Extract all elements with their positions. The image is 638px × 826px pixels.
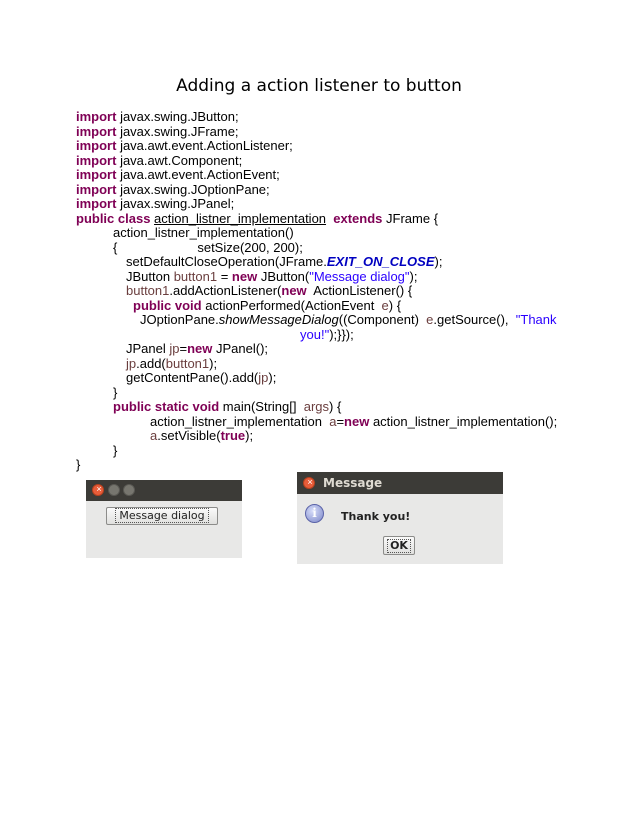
message-dialog-button-label: Message dialog [115, 508, 208, 523]
code-text: action_listner_implementation() [113, 225, 294, 240]
code-line [76, 212, 557, 227]
close-button[interactable] [303, 477, 315, 489]
code-text: = [179, 341, 188, 356]
code-text: JPanel [126, 341, 170, 356]
code-text: JFrame { [382, 210, 439, 226]
code-keyword: import [76, 167, 117, 182]
code-text: } [113, 442, 118, 458]
code-line [76, 154, 557, 169]
code-text: ) { [388, 297, 402, 313]
code-line [76, 299, 557, 314]
code-line [76, 415, 557, 430]
code-variable: jp [126, 355, 137, 371]
code-line [76, 444, 557, 459]
code-keyword: import [76, 181, 117, 197]
code-keyword: public void [133, 297, 202, 313]
code-line [76, 125, 557, 140]
dialog-message: Thank you! [341, 510, 411, 523]
code-line [76, 110, 557, 125]
code-text: getContentPane().add( [126, 370, 259, 385]
code-text: javax.swing.JButton; [116, 109, 239, 124]
code-text: = [336, 413, 345, 429]
code-text: java.awt.event.ActionEvent; [116, 167, 280, 182]
code-text: ((Component) [338, 312, 427, 327]
code-keyword: public static void [113, 399, 220, 414]
code-text: javax.swing.JPanel; [116, 196, 235, 211]
code-text: javax.swing.JOptionPane; [116, 181, 270, 197]
message-dialog-button[interactable] [106, 507, 218, 525]
code-text: javax.swing.JFrame; [116, 123, 239, 139]
code-keyword: import [76, 123, 117, 139]
code-line [76, 458, 557, 473]
code-text: actionPerformed(ActionEvent [201, 297, 382, 313]
code-line [76, 386, 557, 401]
code-string: you!" [300, 326, 330, 342]
code-text: ); [268, 370, 277, 385]
close-icon: × [96, 484, 102, 494]
code-text: );}}); [329, 326, 354, 342]
code-text: setDefaultCloseOperation(JFrame. [126, 254, 327, 269]
code-keyword: extends [333, 210, 383, 226]
dialog-title: Message [323, 476, 383, 490]
code-variable: jp [258, 370, 269, 385]
code-keyword: new [231, 268, 258, 284]
code-line [76, 197, 557, 212]
ok-button[interactable] [383, 536, 415, 555]
code-text: ActionListener() { [306, 283, 413, 298]
code-keyword: new [281, 283, 307, 298]
code-text: JButton( [257, 268, 310, 284]
code-text: java.awt.Component; [116, 152, 243, 168]
message-dialog-screenshot [297, 472, 503, 564]
code-keyword: new [187, 341, 213, 356]
code-text: ); [209, 355, 218, 371]
code-variable: button1 [173, 268, 218, 284]
code-line [76, 255, 557, 270]
code-line [76, 371, 557, 386]
ok-button-label: OK [387, 539, 411, 553]
code-text: { [113, 239, 118, 255]
code-text: .add( [136, 355, 166, 371]
code-text: JOptionPane. [140, 312, 219, 327]
code-text: = [217, 268, 232, 284]
code-line [76, 357, 557, 372]
code-text: ); [434, 254, 443, 269]
code-line [76, 284, 557, 299]
code-text: ); [409, 268, 418, 284]
code-variable: jp [169, 341, 180, 356]
close-button[interactable] [92, 484, 104, 496]
code-block [76, 110, 557, 473]
code-text: java.awt.event.ActionListener; [116, 138, 293, 153]
code-line [76, 241, 557, 256]
code-keyword: new [344, 413, 370, 429]
class-name: action_listner_implementation [154, 210, 327, 226]
code-variable: button1 [165, 355, 210, 371]
code-variable: e [426, 312, 434, 327]
code-text: main(String[] [219, 399, 304, 414]
jframe-window-screenshot [86, 480, 242, 558]
code-line [76, 342, 557, 357]
close-icon: × [307, 477, 313, 487]
code-method: showMessageDialog [218, 312, 339, 327]
code-keyword: import [76, 109, 117, 124]
code-text: ) { [329, 399, 342, 414]
code-text: .setVisible( [157, 428, 221, 443]
code-keyword: import [76, 152, 117, 168]
code-line [76, 183, 557, 198]
code-keyword: true [220, 428, 246, 443]
code-keyword: import [76, 138, 117, 153]
code-variable: args [303, 399, 330, 414]
window-titlebar [86, 480, 242, 501]
code-text: ); [245, 428, 254, 443]
maximize-button[interactable] [123, 484, 135, 496]
code-keyword: import [76, 196, 117, 211]
code-string: "Thank [515, 312, 557, 327]
code-text: } [113, 384, 118, 400]
code-line [76, 313, 557, 328]
code-variable: a [150, 428, 158, 443]
document-title: Adding a action listener to button [176, 76, 462, 96]
code-text: action_listner_implementation(); [369, 413, 558, 429]
code-line [76, 139, 557, 154]
code-text: .getSource(), [433, 312, 516, 327]
code-line [76, 400, 557, 415]
code-text: JButton [126, 268, 174, 284]
code-line [76, 226, 557, 241]
code-keyword: public class [76, 210, 151, 226]
code-line [76, 328, 557, 343]
code-variable: button1 [126, 283, 170, 298]
code-text: } [76, 457, 81, 472]
code-text: .addActionListener( [169, 283, 282, 298]
code-string: "Message dialog" [309, 268, 410, 284]
code-constant: EXIT_ON_CLOSE [326, 254, 435, 269]
code-variable: e [381, 297, 389, 313]
info-icon: i [305, 504, 324, 523]
code-line [76, 168, 557, 183]
code-line [76, 429, 557, 444]
code-line [76, 270, 557, 285]
dialog-titlebar [297, 472, 503, 494]
code-variable: a [329, 413, 337, 429]
code-text: action_listner_implementation [150, 413, 330, 429]
code-text: setSize(200, 200); [197, 239, 303, 255]
minimize-button[interactable] [108, 484, 120, 496]
code-text: JPanel(); [212, 341, 269, 356]
